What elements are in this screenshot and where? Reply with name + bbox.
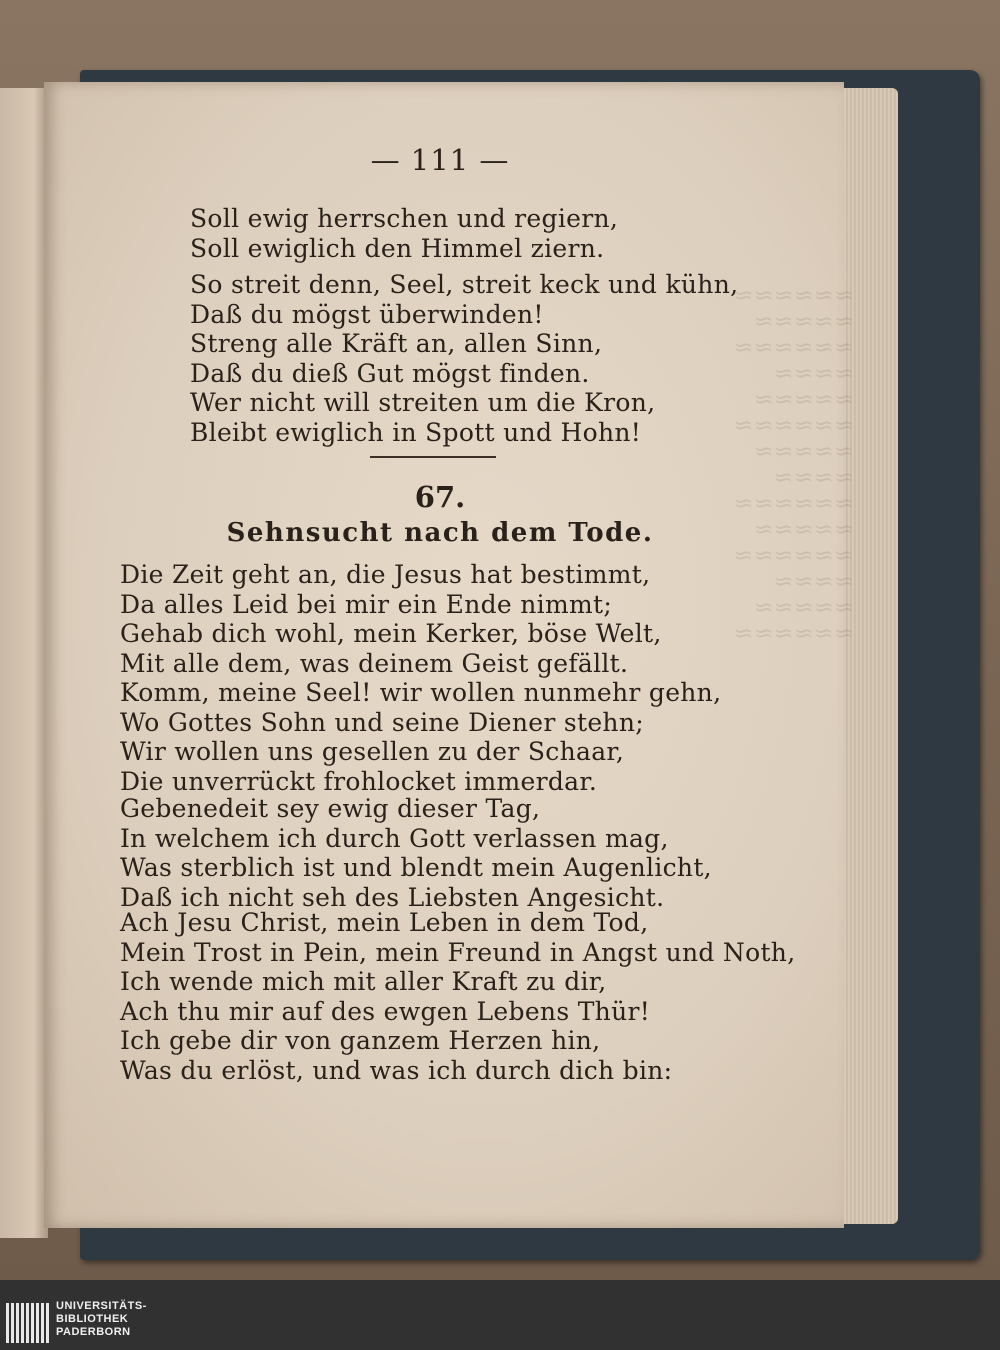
hymn-number: 67. [414,480,466,514]
hymn-stanza-4 [120,908,795,1026]
verse-line: Daß du dieß Gut mögst finden. [190,358,590,388]
hymn-stanza-2 [120,678,721,796]
hymn-stanza-3 [120,794,712,912]
hymn-title: Sehnsucht nach dem Tode. [226,518,654,548]
verse-line: Die unverrückt frohlocket immerdar. [120,766,598,796]
verse-line: Da alles Leid bei mir ein Ende nimmt; [120,589,613,619]
verse-line: Daß ich nicht seh des Liebsten Angesicht. [120,882,665,912]
verse-line: Soll ewig herrschen und regiern, [190,204,619,233]
verse-line: Was du erlöst, und was ich durch dich bin: [120,1055,673,1085]
verse-line: Die Zeit geht an, die Jesus hat bestimmt, [120,560,651,589]
verse-line: Gebenedeit sey ewig dieser Tag, [120,794,541,823]
library-footer [0,1280,1000,1350]
verse-line: Komm, meine Seel! wir wollen nunmehr gehn, [120,678,722,707]
stanza-top-1 [190,204,618,263]
verse-line: Was sterblich ist und blendt mein Augenlicht, [120,853,712,882]
logo-line-1: UNIVERSITÄTS- [56,1300,147,1312]
verse-line: Daß du mögst überwinden! [190,299,544,329]
stanza-top-2 [190,270,738,447]
verse-line: Ach thu mir auf des ewgen Lebens Thür! [120,996,651,1026]
logo-line-2: BIBLIOTHEK [56,1313,129,1325]
verse-line: Soll ewiglich den Himmel ziern. [190,233,605,263]
verse-line: In welchem ich durch Gott verlassen mag, [120,823,669,853]
logo-line-3: PADERBORN [56,1326,131,1338]
verse-line: Wer nicht will streiten um die Kron, [190,388,656,417]
verse-line: Ach Jesu Christ, mein Leben in dem Tod, [120,908,649,937]
barcode-stripes-logo-icon [6,1303,52,1343]
section-divider [370,456,496,458]
hymn-stanza-1 [120,560,662,678]
verse-line: Streng alle Kräft an, allen Sinn, [190,329,603,358]
left-page-edge [0,88,48,1238]
hymn-stanza-5 [120,1026,672,1085]
verse-line: Bleibt ewiglich in Spott und Hohn! [190,417,642,447]
verse-line: Mein Trost in Pein, mein Freund in Angst und Noth, [120,937,796,967]
verse-line: Wo Gottes Sohn und seine Diener stehn; [120,707,644,737]
verse-line: Gehab dich wohl, mein Kerker, böse Welt, [120,619,662,648]
verse-line: Ich gebe dir von ganzem Herzen hin, [120,1026,601,1055]
library-logo-text [56,1300,147,1339]
bleed-through-texture: ≈≈≈≈≈≈ ≈≈≈≈≈ ≈≈≈≈≈≈ ≈≈≈≈ ≈≈≈≈≈ ≈≈≈≈≈≈ ≈≈≈≈≈ ≈≈≈≈ ≈≈≈≈≈≈ ≈≈≈≈≈ ≈≈≈≈≈≈ ≈≈≈≈ ≈≈≈≈≈ ≈≈≈≈≈≈ [733,282,854,647]
verse-line: Ich wende mich mit aller Kraft zu dir, [120,967,607,996]
verse-line: Mit alle dem, was deinem Geist gefällt. [120,648,629,678]
verse-line: So streit denn, Seel, streit keck und kühn, [190,270,739,299]
verse-line: Wir wollen uns gesellen zu der Schaar, [120,737,625,766]
page-number: — 111 — [370,143,510,177]
